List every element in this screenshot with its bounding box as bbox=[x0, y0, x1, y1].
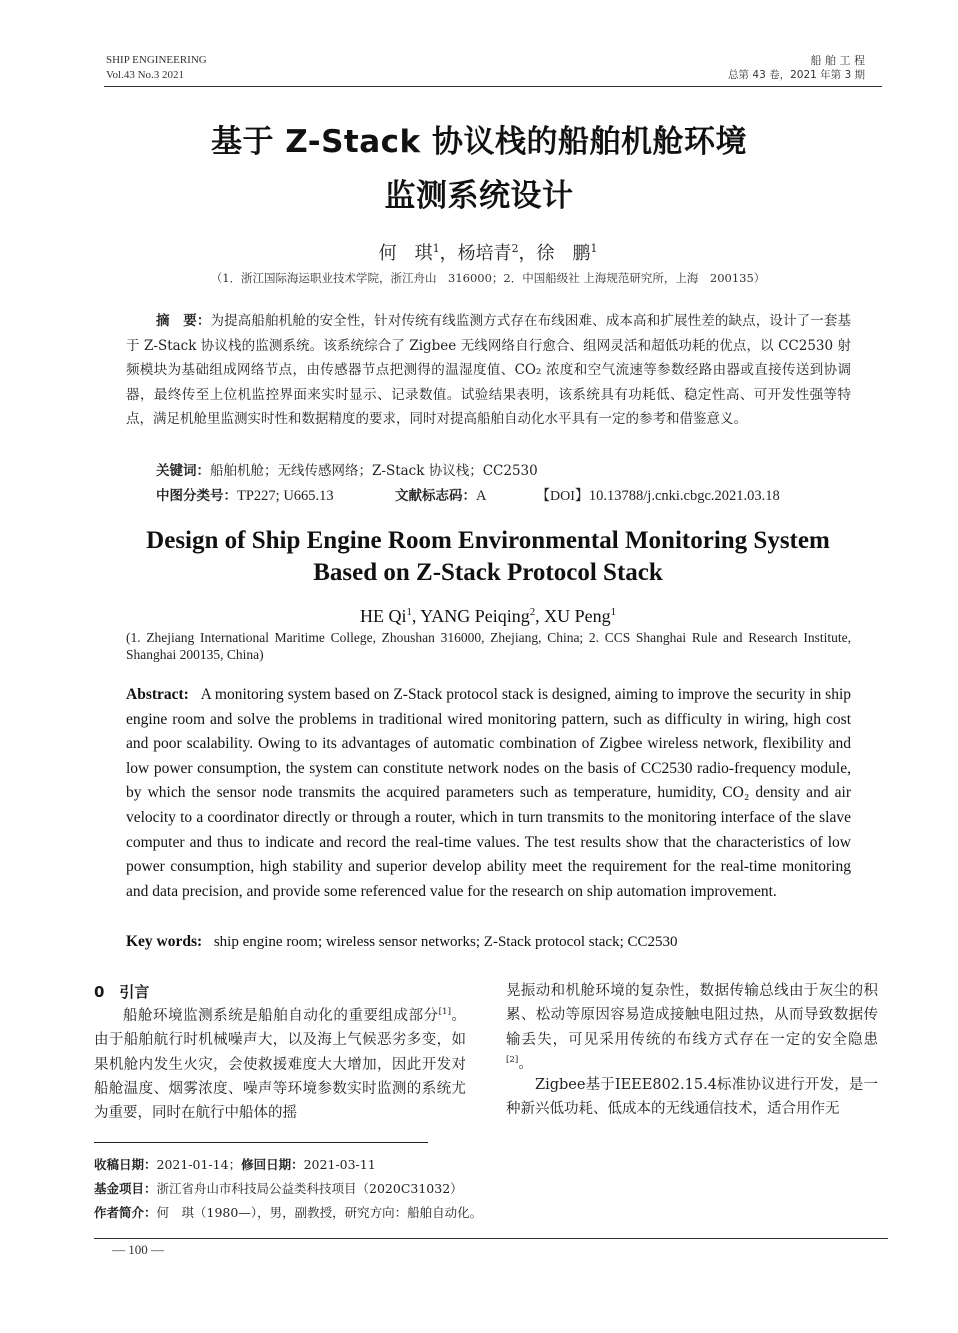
doi-label: 【DOI】 bbox=[536, 489, 589, 504]
citation-2: [2] bbox=[506, 1055, 519, 1066]
keywords-en bbox=[126, 930, 851, 955]
abstract-en bbox=[126, 683, 851, 904]
keywords-zh bbox=[156, 459, 538, 484]
abstract-zh bbox=[126, 309, 851, 432]
journal-volume-zh: 总第 43 卷，2021 年第 3 期 bbox=[728, 69, 865, 81]
journal-name-zh: 船 舶 工 程 bbox=[810, 54, 865, 67]
doc-code-value: A bbox=[476, 488, 487, 504]
intro-right-paragraph-1: 晃振动和机舱环境的复杂性，数据传输总线由于灰尘的积累、松动等原因容易造成接触电阻过热，从而导致数据传输丢失，可见采用传统的布线方式存在一定的安全隐患[2]。 bbox=[506, 983, 878, 1072]
citation-1: [1] bbox=[438, 1007, 451, 1018]
author-zh-1: 何 琪 bbox=[378, 243, 433, 264]
keywords-en-text: ship engine room; wireless sensor networks; Z-Stack protocol stack; CC2530 bbox=[213, 934, 678, 950]
authors-zh: 何 琪$^1$，杨培青$^2$，徐 鹏$^1$ bbox=[378, 242, 598, 264]
journal-name-en: SHIP ENGINEERING bbox=[106, 54, 207, 66]
affiliation-zh: （1．浙江国际海运职业技术学院，浙江舟山 316000；2．中国船级社 上海规范研究所，上海 200135） bbox=[210, 271, 766, 285]
title-en-line2: Based on Z-Stack Protocol Stack bbox=[313, 559, 663, 586]
author-en-2: YANG Peiqing bbox=[420, 606, 530, 626]
title-zh-line1: 基于 Z-Stack 协议栈的船舶机舱环境 bbox=[211, 124, 747, 160]
page-number: — 100 — bbox=[112, 1242, 164, 1257]
intro-left-paragraph: 船舱环境监测系统是船舶自动化的重要组成部分[1]。由于船舶航行时机械噪声大，以及海上气候恶劣多变，如果机舱内发生火灾，会使救援难度大大增加，因此开发对船舱温度、烟雾浓度、噪声等环境参数实时监测的系统尤为重要，同时在航行中船体的摇 bbox=[94, 1007, 466, 1122]
keywords-en-label: Key words: bbox=[126, 933, 203, 950]
intro-right-paragraph-2: Zigbee基于IEEE802.15.4标准协议进行开发，是一种新兴低功耗、低成本的无线通信技术，适合用作无 bbox=[506, 1077, 878, 1118]
abstract-zh-label: 摘 要： bbox=[156, 313, 211, 329]
author-zh-2: 杨培青 bbox=[457, 243, 512, 264]
author-zh-3: 徐 鹏 bbox=[536, 243, 591, 264]
footnote-dates: 收稿日期：2021-01-14；修回日期：2021-03-11 bbox=[94, 1157, 376, 1172]
keywords-zh-label: 关键词： bbox=[156, 463, 210, 479]
bottom-rule bbox=[94, 1238, 888, 1239]
title-en-line1: Design of Ship Engine Room Environmental Monitoring System bbox=[146, 527, 830, 554]
header-rule bbox=[104, 86, 882, 87]
classification-line: 中图分类号：TP227; U665.13 文献标志码：A 【DOI】10.13788/j.cnki.cbgc.2021.03.18 bbox=[156, 488, 780, 504]
doi-value: 10.13788/j.cnki.cbgc.2021.03.18 bbox=[588, 488, 780, 504]
footnote-rule bbox=[94, 1142, 428, 1143]
author-en-3: XU Peng bbox=[544, 606, 611, 626]
affiliation-en: (1. Zhejiang International Maritime College, Zhoushan 316000, Zhejiang, China; 2. CCS Shanghai Rule and Research Institute, Shanghai 200135, China) bbox=[126, 630, 851, 662]
abstract-en-text: A monitoring system based on Z-Stack protocol stack is designed, aiming to improve the security in ship engine room and solve the problems in traditional wired monitoring pattern, such as difficulty in wiring, high cost and poor scalability. Owing to its advantages of automatic combination of Zigbee wireless network, flexibility and low power consumption, the system can constitute network nodes on the basis of CC2530 radio-frequency module, by which the sensor node transmits the acquired parameters such as temperature, humidity, CO₂ density and air velocity to a coordinator directly or through a router, which in turn transmits to the monitoring interface of the slave computer and thus to indicate and record the real-time values. The test results show that the characteristics of low power consumption, high stability and superior develop ability meet the requirement for the real-time monitoring and data precision, and provide some referenced value for the research on ship automation improvement. bbox=[126, 686, 852, 900]
revised-date: 2021-03-11 bbox=[303, 1157, 376, 1172]
abstract-zh-text: 为提高船舶机舱的安全性，针对传统有线监测方式存在布线困难、成本高和扩展性差的缺点，设计了一套基于 Z-Stack 协议栈的监测系统。该系统综合了 Zigbee 无线网络自行愈合、组网灵活和超低功耗的优点，以 CC2530 射频模块为基础组成网络节点，由传感器节点把测得的温湿度值、CO₂ 浓度和空气流速等参数经路由器或直接传送到协调器，最终传至上位机监控界面来实时显示、记录数值。试验结果表明，该系统具有功耗低、稳定性高、可开发性强等特点，满足机舱里监测实时性和数据精度的要求，同时对提高船舶自动化水平具有一定的参考和借鉴意义。 bbox=[126, 313, 852, 427]
footnote-author: 作者简介：何 琪（1980—），男，副教授，研究方向：船舶自动化。 bbox=[94, 1205, 483, 1220]
footnote-fund: 基金项目：浙江省舟山市科技局公益类科技项目（2020C31032） bbox=[94, 1181, 463, 1196]
section-heading-introduction: 0 引言 bbox=[94, 983, 150, 1001]
author-en-1: HE Qi bbox=[359, 606, 407, 626]
journal-volume-en: Vol.43 No.3 2021 bbox=[106, 69, 185, 81]
keywords-zh-text: 船舶机舱；无线传感网络；Z-Stack 协议栈；CC2530 bbox=[210, 463, 538, 479]
clc-value: TP227; U665.13 bbox=[237, 488, 334, 504]
abstract-en-label: Abstract: bbox=[126, 686, 189, 703]
title-zh-line2: 监测系统设计 bbox=[384, 178, 574, 214]
received-date: 2021-01-14； bbox=[156, 1157, 242, 1172]
authors-en: HE Qi$^1$, YANG Peiqing$^2$, XU Peng$^1$ bbox=[359, 606, 617, 626]
